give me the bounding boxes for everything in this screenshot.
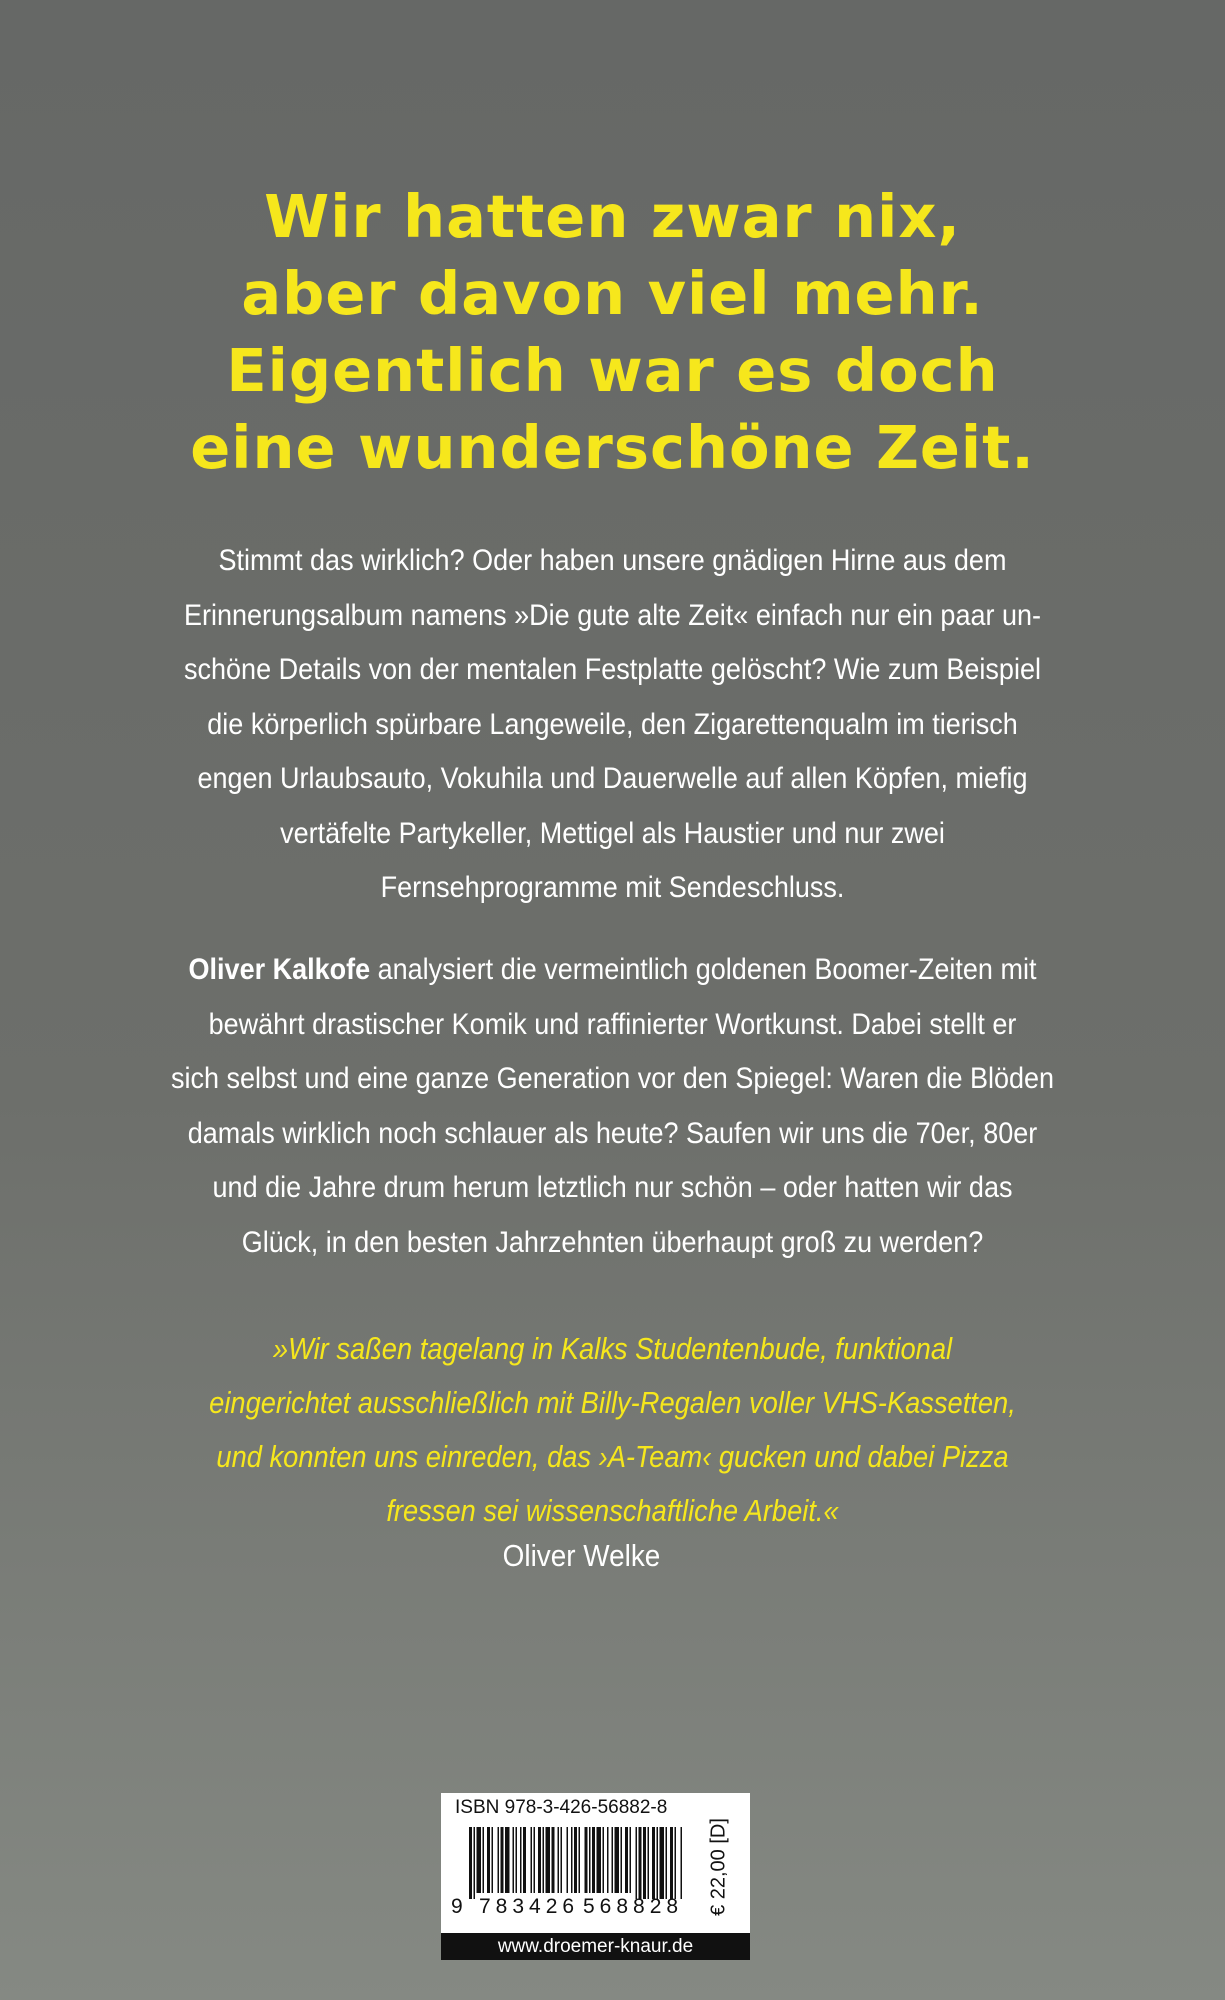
blurb-line: vertäfelte Partykeller, Mettigel als Haustier und nur zwei [280,816,945,850]
blurb-line: sich selbst und eine ganze Generation vor den Spiegel: Waren die Blöden [170,1062,1055,1095]
isbn-barcode [441,1793,750,1933]
ean-right-group: 568828 [583,1895,684,1918]
blurb-line: die körperlich spürbare Langeweile, den Zigarettenqualm im tierisch [207,707,1018,741]
blurb-paragraph-2 [151,943,1074,1270]
headline-line: Eigentlich war es doch [226,336,999,405]
headline [0,178,1225,486]
price-label [699,1807,739,1927]
ean-left-group: 783426 [479,1895,580,1918]
publisher-url: www.droemer-knaur.de [441,1933,750,1960]
ean-digits [449,1895,685,1921]
headline-line: aber davon viel mehr. [241,259,984,328]
isbn-number: ISBN 978-3-426-56882-8 [455,1797,668,1818]
blurb-line: damals wirklich noch schlauer als heute? Saufen wir uns die 70er, 80er [187,1116,1038,1150]
blurb-line-rest: analysiert die vermeintlich goldenen Boomer-Zeiten mit [370,953,1037,986]
author-name: Oliver Kalkofe [188,953,371,986]
blurb-line: Erinnerungsalbum namens »Die gute alte Zeit« einfach nur ein paar un- [183,598,1042,632]
quote-line: eingerichtet ausschließlich mit Billy-Regalen voller VHS-Kassetten, [209,1385,1016,1420]
testimonial-quote [162,1322,1064,1538]
blurb-line: bewährt drastischer Komik und raffinierter Wortkunst. Dabei stellt er [208,1007,1017,1041]
blurb-line: schöne Details von der mentalen Festplatte gelöscht? Wie zum Beispiel [184,653,1041,686]
blurb-line: engen Urlaubsauto, Vokuhila und Dauerwelle auf allen Köpfen, miefig [197,762,1028,795]
blurb-paragraph-1 [151,534,1074,916]
blurb-line: Stimmt das wirklich? Oder haben unsere gnädigen Hirne aus dem [218,544,1007,577]
quote-line: fressen sei wissenschaftliche Arbeit.« [386,1493,839,1528]
headline-line: Wir hatten zwar nix, [264,182,961,251]
barcode-icon [449,1827,685,1899]
quote-line: »Wir saßen tagelang in Kalks Studentenbude, funktional [272,1331,953,1366]
price-text: € 22,00 [D] [707,1818,730,1916]
headline-line: eine wunderschöne Zeit. [190,413,1035,482]
blurb-line: und die Jahre drum herum letztlich nur schön – oder hatten wir das [212,1171,1013,1204]
quote-author: Oliver Welke [502,1538,661,1573]
quote-line: und konnten uns einreden, das ›A-Team‹ gucken und dabei Pizza [216,1439,1009,1474]
blurb-line [151,943,1074,998]
blurb-line: Glück, in den besten Jahrzehnten überhaupt groß zu werden? [241,1225,984,1259]
ean-first-digit: 9 [451,1895,463,1918]
blurb-line: Fernsehprogramme mit Sendeschluss. [380,871,845,904]
